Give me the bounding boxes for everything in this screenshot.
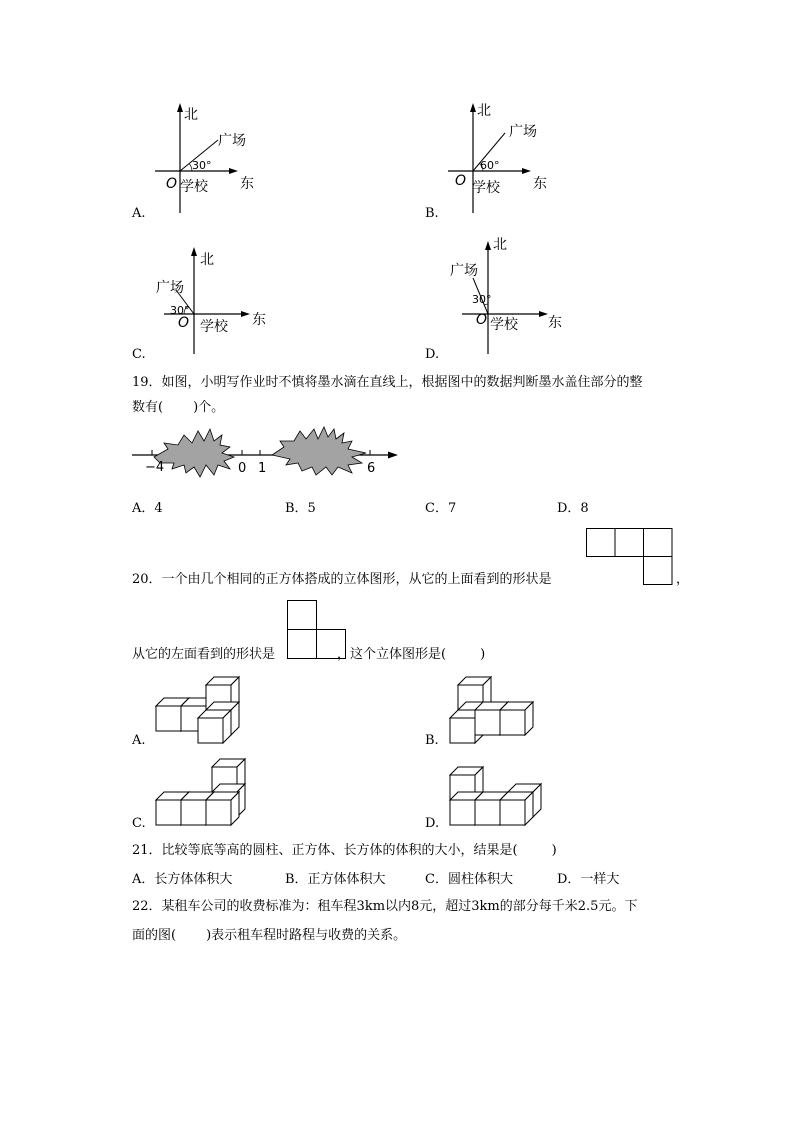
option-b-label[interactable]: B.	[425, 206, 439, 221]
q19-text-line1: 19．如图，小明写作业时不慎将墨水滴在直线上，根据图中的数据判断墨水盖住部分的整	[132, 375, 643, 390]
plaza-label-d: 广场	[450, 263, 478, 279]
plaza-label-c: 广场	[156, 280, 184, 296]
north-label-c: 北	[200, 252, 214, 268]
q19-text-line2	[132, 400, 224, 416]
cube-figure-a	[150, 672, 250, 747]
q19-option-a[interactable]: A．4	[132, 501, 163, 516]
q22-text-line2	[132, 928, 406, 944]
compass-diagram-c	[162, 242, 272, 357]
cube	[500, 702, 533, 735]
cube	[500, 792, 533, 825]
ink-blot-right	[272, 427, 366, 475]
q20-option-d[interactable]: D.	[425, 816, 440, 831]
plaza-label-a: 广场	[218, 133, 246, 149]
q21-option-d[interactable]: D．一样大	[557, 872, 620, 887]
q20-comma: ，	[676, 572, 690, 587]
q20-option-c[interactable]: C.	[132, 816, 146, 831]
school-label-d: 学校	[490, 317, 518, 333]
east-label-d: 东	[548, 315, 562, 331]
school-label-a: 学校	[180, 179, 208, 195]
origin-label-c: O	[178, 315, 190, 331]
q20-line2-post: )	[480, 647, 486, 662]
q20-line2-pre: 从它的左面看到的形状是	[132, 647, 276, 662]
tick-label-1: 1	[258, 461, 267, 476]
option-c-label[interactable]: C.	[132, 347, 146, 362]
q19-line2-pre: 数有(	[132, 400, 164, 415]
cube	[198, 710, 231, 743]
q20-line2-mid: ，这个立体图形是(	[337, 647, 447, 662]
compass-diagram-a	[150, 98, 260, 218]
q20-option-b[interactable]: B.	[425, 733, 439, 748]
ink-blot-left	[154, 429, 234, 477]
north-label-a: 北	[184, 107, 198, 123]
angle-label-b: 60°	[480, 159, 500, 172]
q20-text-line2	[132, 647, 485, 663]
north-label-b: 北	[477, 103, 491, 119]
option-a-label[interactable]: A.	[132, 206, 146, 221]
q21-option-b[interactable]: B．正方体体积大	[285, 872, 386, 887]
cube-figure-d	[444, 765, 544, 830]
q21-option-c[interactable]: C．圆柱体积大	[425, 872, 513, 887]
north-label-d: 北	[493, 237, 507, 253]
q20-option-a[interactable]: A.	[132, 733, 146, 748]
cube-figure-c	[150, 755, 250, 830]
q21-line1-post: )	[551, 843, 557, 858]
q19-line2-post: )个。	[193, 400, 225, 415]
school-label-b: 学校	[472, 180, 500, 196]
top-view-figure	[586, 528, 676, 586]
q21-option-a[interactable]: A．长方体体积大	[132, 872, 233, 887]
origin-label-a: O	[166, 176, 178, 192]
origin-label-b: O	[455, 173, 467, 189]
q21-text-line1	[132, 843, 557, 859]
q22-text-line1: 22．某租车公司的收费标准为：租车程3km以内8元，超过3km的部分每千米2.5元。下	[132, 899, 638, 914]
east-label-b: 东	[533, 176, 547, 192]
angle-label-c: 30°	[170, 304, 190, 317]
origin-label-d: O	[476, 312, 488, 328]
q19-option-d[interactable]: D．8	[557, 501, 589, 516]
q21-line1-pre: 21．比较等底等高的圆柱、正方体、长方体的体积的大小，结果是(	[132, 843, 518, 858]
q19-option-b[interactable]: B．5	[285, 501, 316, 516]
school-label-c: 学校	[200, 319, 228, 335]
compass-diagram-b	[443, 98, 553, 218]
cube	[206, 792, 239, 825]
plaza-label-b: 广场	[509, 124, 537, 140]
tick-label-neg4: −4	[145, 460, 165, 475]
option-d-label[interactable]: D.	[425, 347, 440, 362]
q19-option-c[interactable]: C．7	[425, 501, 457, 516]
east-label-a: 东	[240, 176, 254, 192]
q20-text-line1: 20．一个由几个相同的正方体搭成的立体图形，从它的上面看到的形状是	[132, 572, 552, 587]
number-line-with-ink	[130, 425, 405, 480]
tick-label-0: 0	[238, 461, 247, 476]
cube-figure-b	[444, 672, 544, 747]
tick-label-6: 6	[367, 461, 376, 476]
angle-label-a: 30°	[192, 159, 212, 172]
angle-label-d: 30°	[472, 293, 492, 306]
q22-line2-pre: 面的图(	[132, 928, 177, 943]
east-label-c: 东	[252, 312, 266, 328]
q22-line2-post: )表示租车程时路程与收费的关系。	[206, 928, 407, 943]
